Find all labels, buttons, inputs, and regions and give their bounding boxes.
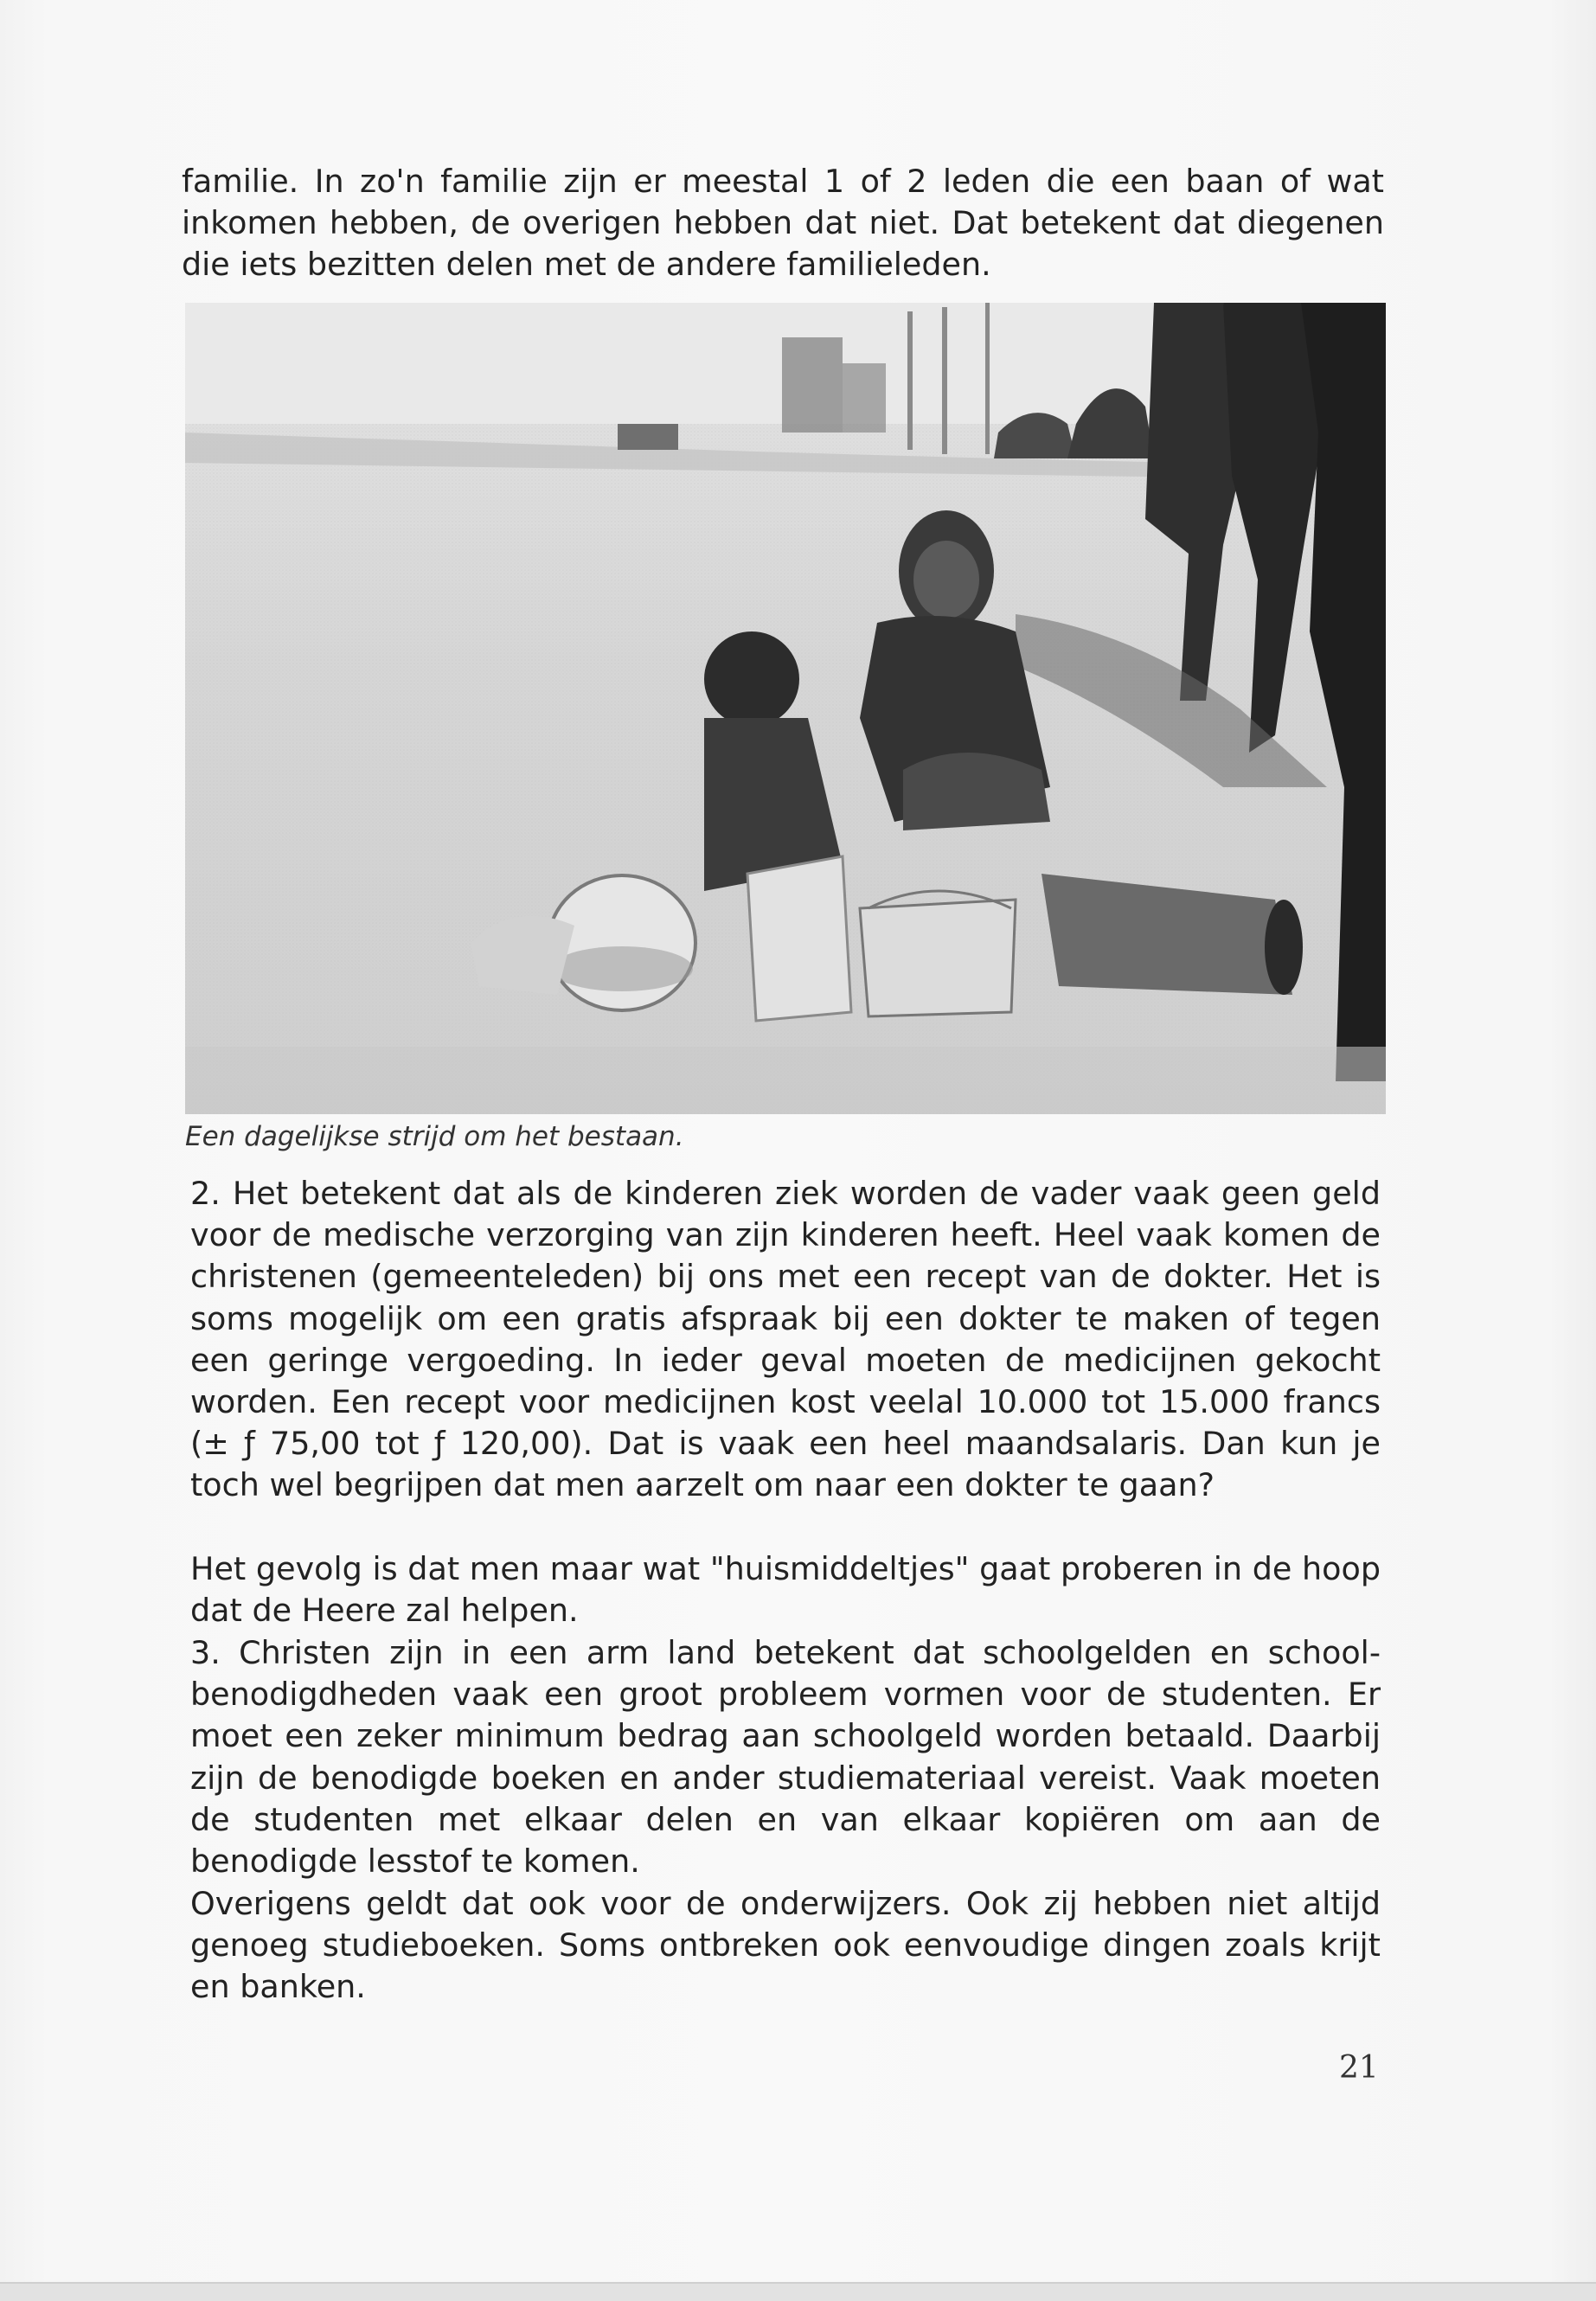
paragraph-2: 2. Het betekent dat als de kinderen ziek worden de vader vaak geen geld voor de medische verzorging van zijn kinderen heeft. Heel vaak komen de christenen (gemeenteleden) bij ons met een recept van de dokter. Het is soms mogelijk om een gratis afspraak bij een dokter te maken of tegen een geringe vergoeding. In ieder geval moeten de medicijnen gekocht worden. Een recept voor medicijnen kost veelal 10.000 tot 15.000 francs (± ƒ 75,00 tot ƒ 120,00). Dat is vaak een heel maandsalaris. Dan kun je toch wel begrijpen dat men aarzelt om naar een dokter te gaan? [190,1175,1381,1504]
photo-illustration [185,303,1386,1114]
page-number: 21 [1339,2050,1379,2086]
paragraph-2-continued: Het gevolg is dat men maar wat "huismiddeltjes" gaat proberen in de hoop dat de Heere zal helpen. [190,1550,1381,1630]
page-bottom-edge [0,2282,1596,2301]
paragraph-top: familie. In zo'n familie zijn er meestal 1 of 2 leden die een baan of wat inkomen hebben, de overigen hebben dat niet. Dat betekent dat diegenen die iets bezitten delen met de andere familieleden. [182,163,1384,284]
paragraph-3-continued: Overigens geldt dat ook voor de onderwijzers. Ook zij hebben niet altijd genoeg studieboeken. Soms ontbreken ook eenvoudige dingen zoals krijt en banken. [190,1885,1381,2006]
photograph [185,303,1386,1114]
photo-caption: Een dagelijkse strijd om het bestaan. [185,1121,684,1152]
paragraph-3: 3. Christen zijn in een arm land betekent dat schoolgelden en schoolbenodigdheden vaak een groot probleem vormen voor de studenten. Er moet een zeker minimum bedrag aan schoolgeld worden betaald. Daarbij zijn de benodigde boeken en ander studiemateriaal vereist. Vaak moeten de studenten met elkaar delen en van elkaar kopiëren om aan de benodigde lesstof te komen. [190,1634,1381,1881]
